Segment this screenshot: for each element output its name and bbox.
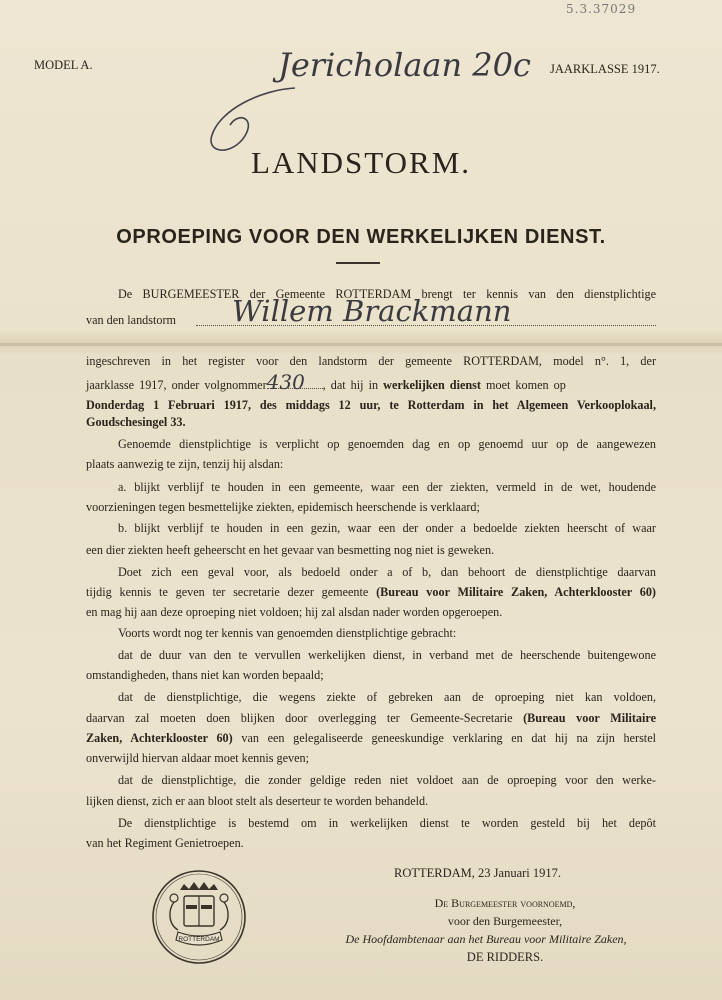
body-line: De dienstplichtige is bestemd om in werkelijken dienst te worden gesteld bij het depôt (118, 816, 656, 830)
intro-line-2: van den landstorm (86, 313, 177, 327)
body-line: daarvan zal moeten doen blijken door overlegging ter Gemeente-Secretarie (Bureau voor Militaire (86, 711, 656, 725)
signature-line-4: DE RIDDERS. (466, 950, 544, 964)
body-line: Genoemde dienstplichtige is verplicht op genoemden dag en op genoemd uur op de aangewezen (118, 437, 656, 451)
archive-number: 5.3.37029 (566, 2, 637, 16)
body-line: dat de dienstplichtige, die wegens ziekte of gebreken aan de oproeping niet kan voldoen, (118, 690, 656, 704)
body-line: onverwijld hiervan aldaar moet kennis geven; (86, 751, 310, 765)
signature-line-2: voor den Burgemeester, (447, 914, 563, 928)
title-rule (336, 262, 380, 264)
body-line-number: jaarklasse 1917, onder volgnommer430 , dat hij in werkelijken dienst moet komen op (86, 370, 566, 394)
body-line: tijdig kennis te geven ter secretarie dezer gemeente (Bureau voor Militaire Zaken, Achterklooster 60) (86, 585, 656, 599)
body-line: b. blijkt verblijf te houden in een gezin, waar een der onder a bedoelde ziekten heerscht of waar (118, 521, 656, 535)
body-line: lijken dienst, zich er aan bloot stelt als deserteur te worden behandeld. (86, 794, 429, 808)
rotterdam-seal-icon (150, 868, 248, 966)
body-line: a. blijkt verblijf te houden in een gemeente, waar een der ziekten, vermeld in de wet, houdende (118, 480, 656, 494)
body-line: Goudschesingel 33. (86, 415, 186, 429)
body-line: plaats aanwezig te zijn, tenzij hij alsdan: (86, 457, 284, 471)
body-line: Doet zich een geval voor, als bedoeld onder a of b, dan behoort de dienstplichtige daarvan (118, 565, 656, 579)
document-subtitle: OPROEPING VOOR DEN WERKELIJKEN DIENST. (116, 226, 606, 248)
body-line: een dier ziekten heeft geheerscht en het gevaar van besmetting nog niet is geweken. (86, 543, 495, 557)
signature-line-1: De Burgemeester voornoemd, (434, 896, 576, 910)
body-line: Voorts wordt nog ter kennis van genoemden dienstplichtige gebracht: (118, 626, 457, 640)
body-line: dat de duur van den te vervullen werkelijken dienst, in verband met de heerschende buitengewone (118, 648, 656, 662)
intro-line-1: De BURGEMEESTER der Gemeente ROTTERDAM brengt ter kennis van den dienstplichtige (118, 287, 656, 301)
handwritten-address: Jericholaan 20c (278, 46, 531, 84)
seal-text: ROTTERDAM (178, 936, 220, 943)
body-line: dat de dienstplichtige, die zonder geldige reden niet voldoet aan de oproeping voor den werke- (118, 773, 656, 787)
place-date: ROTTERDAM, 23 Januari 1917. (394, 866, 561, 880)
class-label: JAARKLASSE 1917. (550, 62, 660, 76)
body-line: Donderdag 1 Februari 1917, des middags 12 uur, te Rotterdam in het Algemeen Verkooplokaal, (86, 398, 656, 412)
body-line: ingeschreven in het register voor den landstorm der gemeente ROTTERDAM, model n°. 1, der (86, 354, 656, 368)
document-title: LANDSTORM. (250, 145, 472, 180)
body-line: en mag hij aan deze oproeping niet voldoen; hij zal alsdan nader worden opgeroepen. (86, 605, 503, 619)
handwritten-name: Willem Brackmann (232, 294, 512, 328)
model-label: MODEL A. (34, 58, 93, 72)
signature-line-3: De Hoofdambtenaar aan het Bureau voor Militaire Zaken, (345, 932, 627, 946)
body-line: Zaken, Achterklooster 60) van een gelegaliseerde geneeskundige verklaring en dat hij na zijn herstel (86, 731, 656, 745)
body-line: van het Regiment Genietroepen. (86, 836, 244, 850)
body-line: omstandigheden, thans niet kan worden bepaald; (86, 668, 324, 682)
fold-crease (0, 343, 722, 346)
handwritten-number: 430 (267, 376, 323, 389)
body-line: voorzieningen tegen besmettelijke ziekten, epidemisch heerschende is verklaard; (86, 500, 480, 514)
